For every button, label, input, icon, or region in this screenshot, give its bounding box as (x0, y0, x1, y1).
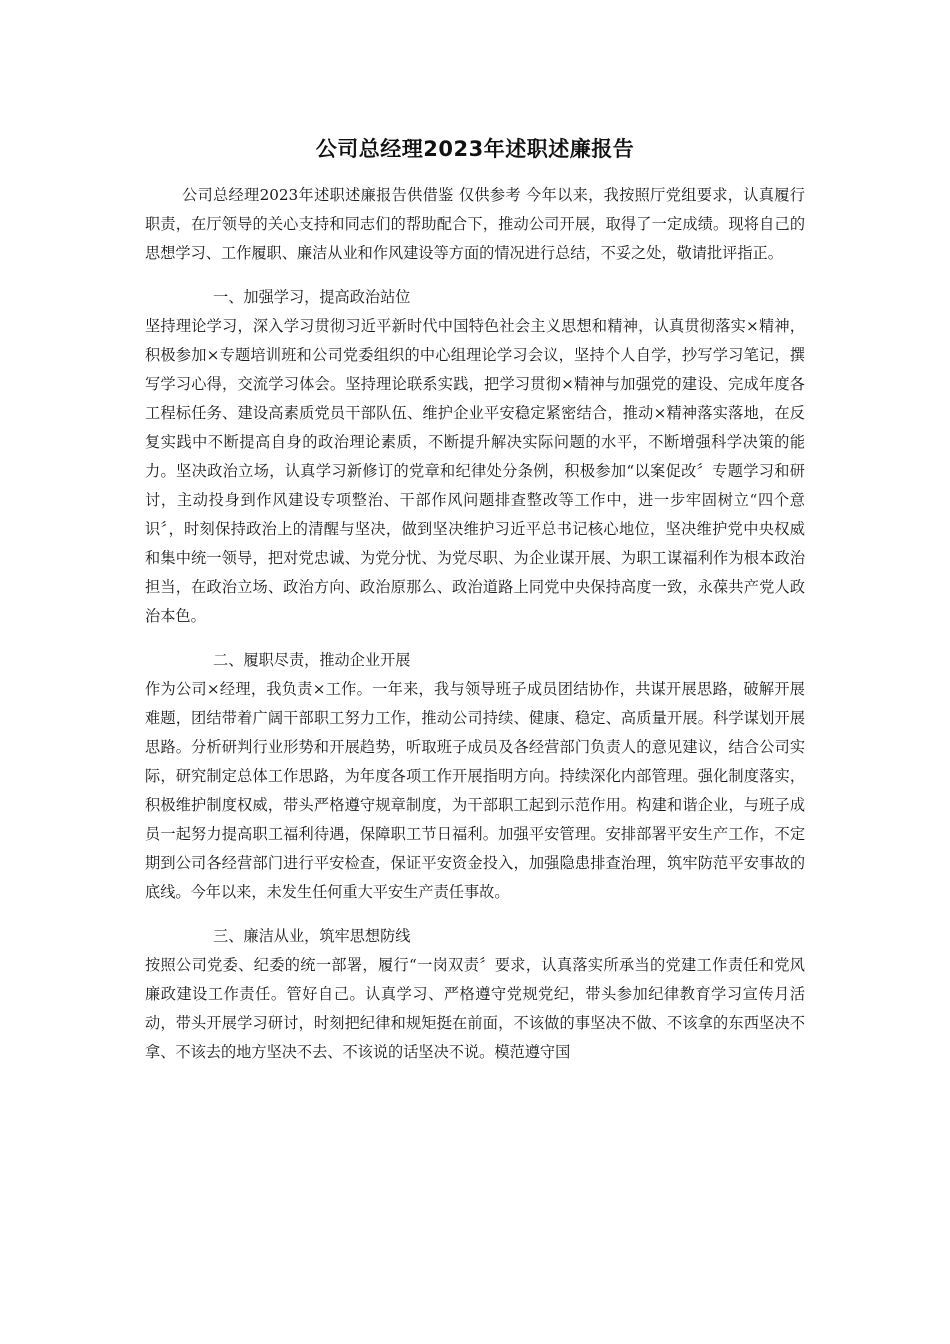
document-title: 公司总经理2023年述职述廉报告 (315, 137, 635, 161)
section-body: 作为公司×经理，我负责×工作。一年来，我与领导班子成员团结协作，共谋开展思路，破解开展难题，团结带着广阔干部职工努力工作，推动公司持续、健康、稳定、高质量开展。科学谋划开展思路。分析研判行业形势和开展趋势，听取班子成员及各经营部门负责人的意见建议，结合公司实际，研究制定总体工作思路，为年度各项工作开展指明方向。持续深化内部管理。强化制度落实，积极维护制度权威，带头严格遵守规章制度，为干部职工起到示范作用。构建和谐企业，与班子成员一起努力提高职工福利待遇，保障职工节日福利。加强平安管理。安排部署平安生产工作，不定期到公司各经营部门进行平安检查，保证平安资金投入，加强隐患排查治理，筑牢防范平安事故的底线。今年以来，未发生任何重大平安生产责任事故。 (145, 680, 805, 901)
section-heading: 一、加强学习，提高政治站位 (213, 288, 411, 306)
section-2 (145, 646, 805, 907)
section-body: 按照公司党委、纪委的统一部署，履行“一岗双责〞要求，认真落实所承当的党建工作责任和党风廉政建设工作责任。管好自己。认真学习、严格遵守党规党纪，带头参加纪律教育学习宣传月活动，带头开展学习研讨，时刻把纪律和规矩挺在前面，不该做的事坚决不做、不该拿的东西坚决不拿、不该去的地方坚决不去、不该说的话坚决不说。模范遵守国 (145, 956, 805, 1061)
document-body (145, 181, 805, 1067)
section-heading: 三、廉洁从业，筑牢思想防线 (213, 927, 411, 945)
intro-paragraph: 公司总经理2023年述职述廉报告供借鉴 仅供参考 今年以来，我按照厅党组要求，认真履行职责，在厅领导的关心支持和同志们的帮助配合下，推动公司开展，取得了一定成绩。现将自己的思想学习、工作履职、廉洁从业和作风建设等方面的情况进行总结，不妥之处，敬请批评指正。 (145, 186, 805, 262)
section-body: 坚持理论学习，深入学习贯彻习近平新时代中国特色社会主义思想和精神，认真贯彻落实×精神，积极参加×专题培训班和公司党委组织的中心组理论学习会议，坚持个人自学，抄写学习笔记，撰写学习心得，交流学习体会。坚持理论联系实践，把学习贯彻×精神与加强党的建设、完成年度各工程标任务、建设高素质党员干部队伍、维护企业平安稳定紧密结合，推动×精神落实落地，在反复实践中不断提高自身的政治理论素质，不断提升解决实际问题的水平，不断增强科学决策的能力。坚决政治立场，认真学习新修订的党章和纪律处分条例，积极参加“以案促改〞专题学习和研讨，主动投身到作风建设专项整治、干部作风问题排查整改等工作中，进一步牢固树立“四个意识〞，时刻保持政治上的清醒与坚决，做到坚决维护习近平总书记核心地位，坚决维护党中央权威和集中统一领导，把对党忠诚、为党分忧、为党尽职、为企业谋开展、为职工谋福利作为根本政治担当，在政治立场、政治方向、政治原那么、政治道路上同党中央保持高度一致，永葆共产党人政治本色。 (145, 317, 805, 625)
section-3 (145, 922, 805, 1067)
section-heading: 二、履职尽责，推动企业开展 (213, 651, 411, 669)
section-1 (145, 283, 805, 631)
